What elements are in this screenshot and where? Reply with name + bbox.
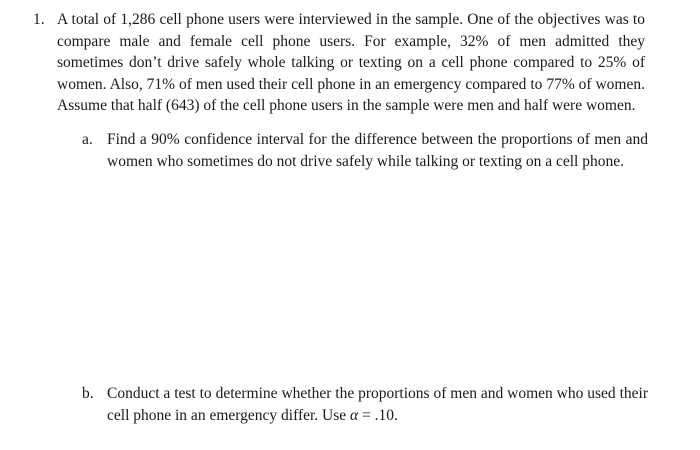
part-a [82, 129, 648, 172]
part-b-text [107, 383, 648, 426]
question-number: 1. [33, 11, 45, 28]
alpha-symbol: α [350, 406, 359, 424]
part-a-label: a. [82, 131, 93, 148]
question-text: A total of 1,286 cell phone users were interviewed in the sample. One of the objectives was to compare male and female cell phone users. For example, 32% of men admitted they sometimes don’t drive safely whole talking or texting on a cell phone compared to 25% of women. Also, 71% of men used their cell phone in an emergency compared to 77% of women. Assume that half (643) of the cell phone users in the sample were men and half were women. [57, 11, 645, 114]
part-b-label: b. [82, 385, 94, 402]
part-a-text: Find a 90% confidence interval for the difference between the proportions of men and women who sometimes do not drive safely while talking or texting on a cell phone. [107, 131, 648, 170]
part-b-text-after: = .10. [358, 406, 398, 424]
part-b-text-before: Conduct a test to determine whether the proportions of men and women who used their cell phone in an emergency differ. Use [107, 385, 648, 424]
part-b [82, 383, 648, 426]
